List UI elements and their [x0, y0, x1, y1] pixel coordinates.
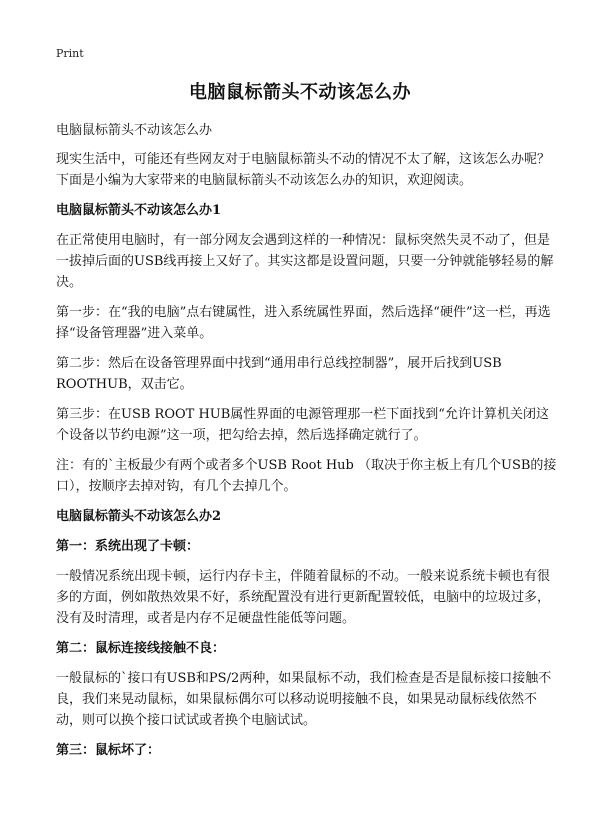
section-2-paragraph-1: 一般情况系统出现卡顿，运行内存卡主，伴随着鼠标的不动。一般来说系统卡顿也有很多的方面，例如散热效果不好，系统配置没有进行更新配置较低，电脑中的垃圾过多，没有及时清理，或者是内存不足硬盘性能低等问题。 [56, 569, 551, 626]
section-2-subheading-2: 第二：鼠标连接线接触不良： [56, 641, 226, 656]
section-1-step-1: 第一步：在“我的电脑”点右键属性，进入系统属性界面，然后选择“硬件”这一栏，再选择“设备管理器”进入菜单。 [56, 305, 551, 341]
section-1-note: 注：有的`主板最少有两个或者多个USB Root Hub （取决于你主板上有几个USB的接口），按顺序去掉对钩，有几个去掉几个。 [56, 458, 557, 494]
section-1-step-3: 第三步：在USB ROOT HUB属性界面的电源管理那一栏下面找到“允许计算机关闭这个设备以节约电源”这一项，把勾给去掉，然后选择确定就行了。 [56, 407, 549, 443]
page-title: 电脑鼠标箭头不动该怎么办 [189, 82, 411, 103]
intro-paragraph: 现实生活中，可能还有些网友对于电脑鼠标箭头不动的情况不太了解，这该怎么办呢？下面是小编为大家带来的电脑鼠标箭头不动该怎么办的知识，欢迎阅读。 [56, 152, 551, 188]
section-2-heading: 电脑鼠标箭头不动该怎么办2 [56, 509, 222, 524]
section-1-paragraph-1: 在正常使用电脑时，有一部分网友会遇到这样的一种情况：鼠标突然失灵不动了，但是一拔掉后面的USB线再接上又好了。其实这都是设置问题，只要一分钟就能够轻易的解决。 [56, 233, 554, 290]
article-subtitle: 电脑鼠标箭头不动该怎么办 [56, 123, 213, 138]
print-label[interactable]: Print [56, 47, 84, 60]
section-1-step-2: 第二步：然后在设备管理界面中找到“通用串行总线控制器”，展开后找到USB ROOTHUB，双击它。 [56, 356, 502, 392]
section-1-heading: 电脑鼠标箭头不动该怎么办1 [56, 203, 222, 218]
section-2-subheading-1: 第一：系统出现了卡顿： [56, 539, 200, 554]
article-body [56, 120, 560, 770]
section-2-paragraph-2: 一般鼠标的`接口有USB和PS/2两种，如果鼠标不动，我们检查是否是鼠标接口接触不良，我们来晃动鼠标，如果鼠标偶尔可以移动说明接触不良，如果晃动鼠标线依然不动，则可以换个接口试试或者换个电脑试试。 [56, 671, 552, 728]
section-2-subheading-3: 第三：鼠标坏了： [56, 743, 161, 758]
